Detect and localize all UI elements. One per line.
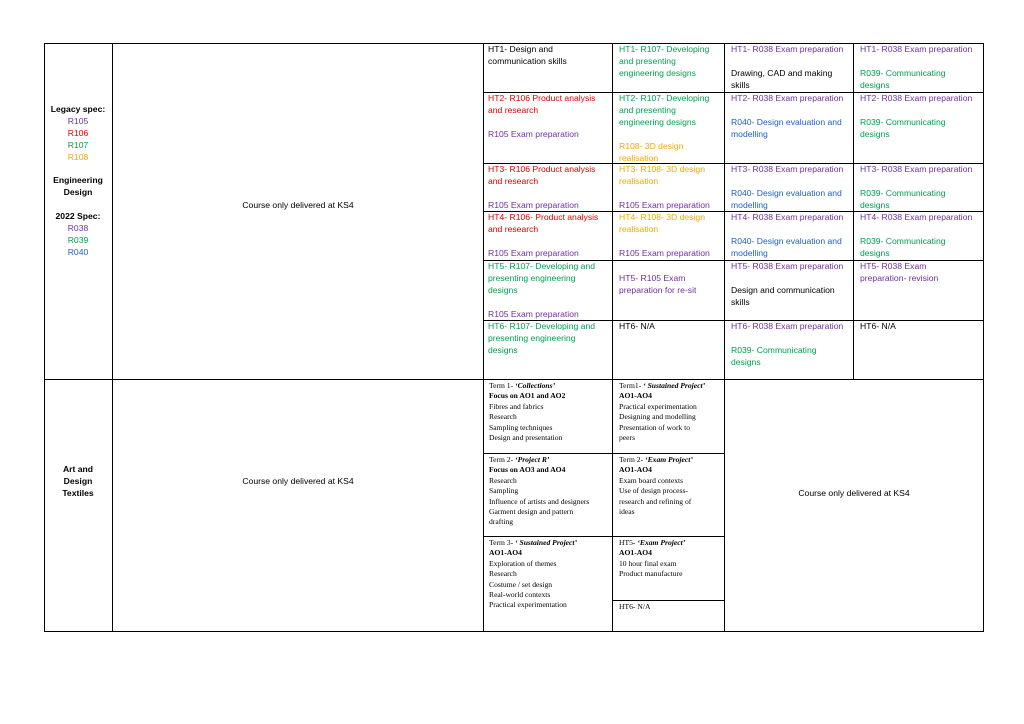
art-term-cell: [619, 455, 693, 517]
engineering-term-cell: [860, 164, 972, 212]
art-term-line: Presentation of work to: [619, 422, 691, 432]
engineering-term-line: HT1- R038 Exam preparation: [731, 44, 844, 54]
art-term-line: HT6- N/A: [619, 602, 651, 611]
grid-line: [483, 43, 484, 632]
engineering-term-line: [619, 188, 710, 200]
engineering-term-line: realisation: [619, 223, 659, 234]
engineering-term-cell: [860, 93, 972, 141]
engineering-term-line: HT5- R105 Exam: [619, 272, 686, 283]
grid-line: [612, 536, 724, 537]
grid-line: [483, 536, 612, 537]
engineering-term-line: HT1- R107- Developing: [619, 44, 710, 54]
engineering-term-line: R105 Exam preparation: [619, 247, 710, 258]
art-term-cell: [619, 538, 685, 580]
engineering-term-line: designs: [860, 199, 890, 210]
engineering-subject-line: R038: [67, 223, 89, 234]
art-term-line: Designing and modelling: [619, 412, 696, 422]
engineering-subject-line: R039: [67, 234, 89, 245]
engineering-term-cell: [860, 44, 972, 92]
engineering-term-line: Drawing, CAD and making: [731, 67, 833, 78]
engineering-term-line: [488, 117, 595, 129]
engineering-term-line: [860, 56, 972, 68]
engineering-subject-line: R105: [67, 115, 89, 126]
engineering-term-line: [488, 188, 595, 200]
engineering-term-line: skills: [731, 79, 750, 90]
engineering-term-cell: [860, 261, 938, 285]
engineering-subject-line: 2022 Spec:: [55, 211, 101, 222]
engineering-term-line: HT4- R038 Exam preparation: [860, 212, 973, 222]
engineering-term-line: R105 Exam preparation: [488, 128, 579, 139]
art-term-line: drafting: [489, 517, 514, 527]
engineering-term-line: HT4- R038 Exam preparation: [731, 212, 844, 222]
engineering-term-line: presenting engineering: [488, 332, 576, 343]
art-term-line: AO1-AO4: [619, 548, 652, 558]
engineering-subject-line: [45, 164, 111, 176]
engineering-term-line: and research: [488, 223, 539, 234]
art-ks5-note: Course only delivered at KS4: [798, 488, 910, 498]
grid-line: [483, 453, 612, 454]
art-term-line: Focus on AO1 and AO2: [489, 391, 566, 401]
art-term-cell: [619, 381, 705, 443]
engineering-term-cell: [619, 44, 709, 80]
art-term-line: Term 2- ‘Project R’: [489, 455, 550, 464]
engineering-term-line: preparation- revision: [860, 272, 939, 283]
art-term-line: Product manufacture: [619, 569, 683, 579]
engineering-term-line: modelling: [731, 247, 768, 258]
engineering-term-line: [731, 105, 843, 117]
art-subject-line: Textiles: [62, 487, 94, 498]
art-term-line: Real-world contexts: [489, 590, 551, 600]
engineering-term-line: HT1- Design and: [488, 44, 553, 54]
art-term-cell: [619, 602, 650, 612]
art-term-line: AO1-AO4: [489, 548, 522, 558]
engineering-term-line: HT2- R038 Exam preparation: [731, 93, 844, 103]
grid-line: [724, 43, 725, 632]
engineering-term-line: [488, 297, 595, 309]
engineering-subject-line: [45, 199, 111, 211]
art-term-line: Research: [489, 569, 517, 579]
engineering-term-line: [731, 333, 843, 345]
engineering-term-line: [731, 176, 843, 188]
engineering-term-cell: [488, 321, 595, 357]
engineering-term-line: HT5- R107- Developing and: [488, 261, 596, 271]
engineering-term-line: modelling: [731, 128, 768, 139]
engineering-term-line: R108- 3D design: [619, 140, 684, 151]
engineering-term-line: engineering designs: [619, 116, 696, 127]
engineering-term-line: R039- Communicating: [860, 235, 946, 246]
engineering-term-line: HT4- R108- 3D design: [619, 212, 705, 222]
engineering-term-line: [619, 236, 710, 248]
engineering-term-line: and research: [488, 175, 539, 186]
grid-line: [612, 43, 613, 632]
engineering-term-line: preparation for re-sit: [619, 284, 697, 295]
art-term-cell: [489, 381, 565, 443]
engineering-term-cell: [488, 164, 595, 212]
engineering-term-cell: [619, 212, 710, 260]
engineering-subject-line: Legacy spec:: [50, 104, 106, 114]
engineering-term-cell: [619, 261, 696, 297]
engineering-term-line: HT3- R106 Product analysis: [488, 164, 596, 174]
engineering-term-line: HT1- R038 Exam preparation: [860, 44, 973, 54]
engineering-term-line: realisation: [619, 152, 659, 163]
engineering-term-cell: [619, 321, 655, 333]
engineering-term-line: Design and communication: [731, 284, 835, 295]
engineering-subject-line: R040: [67, 246, 89, 257]
engineering-term-cell: [731, 212, 843, 260]
art-term-line: Practical experimentation: [619, 401, 697, 411]
engineering-term-line: R040- Design evaluation and: [731, 235, 842, 246]
art-term-line: research and refining of: [619, 496, 692, 506]
engineering-term-line: presenting engineering: [488, 272, 576, 283]
art-term-line: AO1-AO4: [619, 465, 652, 475]
art-term-line: Sampling techniques: [489, 422, 553, 432]
engineering-term-line: [860, 176, 972, 188]
engineering-term-line: R039- Communicating: [860, 116, 946, 127]
art-term-line: Influence of artists and designers: [489, 496, 590, 506]
engineering-term-line: HT6- R038 Exam preparation: [731, 321, 844, 331]
art-ks3-note: Course only delivered at KS4: [242, 476, 354, 486]
engineering-term-line: R039- Communicating: [860, 67, 946, 78]
engineering-term-line: [731, 273, 843, 285]
engineering-term-line: HT6- N/A: [860, 321, 896, 331]
engineering-subject-line: Engineering: [53, 175, 103, 186]
art-term-line: Term1- ‘ Sustained Project’: [619, 381, 706, 390]
engineering-term-cell: [731, 44, 843, 92]
engineering-term-line: designs: [860, 247, 890, 258]
grid-line: [44, 379, 984, 380]
engineering-term-cell: [619, 164, 710, 212]
engineering-term-line: [488, 236, 598, 248]
engineering-term-cell: [860, 212, 972, 260]
engineering-term-line: HT3- R108- 3D design: [619, 164, 705, 174]
engineering-term-line: HT3- R038 Exam preparation: [731, 164, 844, 174]
engineering-term-cell: [619, 93, 709, 164]
engineering-term-line: R105 Exam preparation: [488, 199, 579, 210]
engineering-subject-line: R107: [67, 139, 89, 150]
engineering-term-cell: [488, 44, 567, 68]
engineering-term-cell: [488, 261, 595, 321]
grid-line: [44, 631, 984, 632]
engineering-term-line: HT6- N/A: [619, 321, 655, 331]
engineering-term-line: [860, 105, 972, 117]
art-term-line: Design and presentation: [489, 433, 563, 443]
engineering-term-cell: [488, 212, 598, 260]
engineering-term-cell: [731, 261, 843, 309]
art-term-line: Sampling: [489, 486, 519, 496]
engineering-term-line: R105 Exam preparation: [488, 308, 579, 319]
art-term-line: AO1-AO4: [619, 391, 652, 401]
grid-line: [612, 600, 724, 601]
engineering-term-line: R039- Communicating: [860, 187, 946, 198]
engineering-subject-line: R108: [67, 151, 89, 162]
art-term-cell: [489, 538, 577, 611]
engineering-term-line: HT4- R106- Product analysis: [488, 212, 599, 222]
grid-line: [612, 453, 724, 454]
engineering-term-line: HT5- R038 Exam preparation: [731, 261, 844, 271]
engineering-term-line: designs: [488, 284, 518, 295]
engineering-term-line: realisation: [619, 175, 659, 186]
engineering-term-line: [619, 129, 709, 141]
engineering-term-line: and presenting: [619, 104, 676, 115]
art-term-line: Fibres and fabrics: [489, 401, 544, 411]
engineering-term-line: [860, 224, 972, 236]
engineering-term-line: and research: [488, 104, 539, 115]
art-subject-line: Art and: [62, 464, 94, 474]
engineering-term-line: R105 Exam preparation: [619, 199, 710, 210]
engineering-subject-cell: [45, 104, 111, 259]
art-term-line: Term 2- ‘Exam Project’: [619, 455, 693, 464]
art-term-line: HT5- ‘Exam Project’: [619, 538, 686, 547]
art-subject-line: Design: [63, 475, 93, 486]
engineering-term-line: modelling: [731, 199, 768, 210]
engineering-term-line: [731, 224, 843, 236]
engineering-ks3-note: Course only delivered at KS4: [242, 200, 354, 210]
art-term-line: Research: [489, 412, 517, 422]
engineering-term-line: R040- Design evaluation and: [731, 116, 842, 127]
engineering-term-line: R040- Design evaluation and: [731, 187, 842, 198]
art-term-line: Use of design process-: [619, 486, 688, 496]
engineering-term-line: HT2- R038 Exam preparation: [860, 93, 973, 103]
engineering-term-line: designs: [488, 344, 518, 355]
engineering-term-line: communication skills: [488, 55, 567, 66]
engineering-term-line: designs: [860, 128, 890, 139]
art-term-line: Research: [489, 475, 517, 485]
art-term-line: Focus on AO3 and AO4: [489, 465, 566, 475]
art-term-line: Term 1- ‘Collections’: [489, 381, 556, 390]
engineering-subject-line: R106: [67, 127, 89, 138]
grid-line: [112, 43, 113, 632]
engineering-term-line: HT6- R107- Developing and: [488, 321, 596, 331]
art-term-line: Costume / set design: [489, 579, 553, 589]
engineering-term-cell: [731, 93, 843, 141]
engineering-term-line: HT5- R038 Exam: [860, 261, 927, 271]
art-term-line: peers: [619, 433, 636, 443]
art-term-cell: [489, 455, 589, 528]
engineering-term-cell: [731, 321, 843, 369]
engineering-term-line: HT3- R038 Exam preparation: [860, 164, 973, 174]
engineering-term-line: R039- Communicating: [731, 344, 817, 355]
engineering-term-line: engineering designs: [619, 67, 696, 78]
engineering-term-line: HT2- R107- Developing: [619, 93, 710, 103]
engineering-term-line: [731, 56, 843, 68]
engineering-term-line: designs: [731, 356, 761, 367]
engineering-term-line: designs: [860, 79, 890, 90]
art-term-line: Practical experimentation: [489, 600, 567, 610]
art-subject-cell: [45, 464, 111, 500]
engineering-term-cell: [731, 164, 843, 212]
engineering-term-cell: [860, 321, 896, 333]
art-term-line: Garment design and pattern: [489, 507, 574, 517]
engineering-term-line: and presenting: [619, 55, 676, 66]
engineering-term-cell: [488, 93, 595, 141]
engineering-subject-line: Design: [63, 187, 93, 198]
engineering-term-line: [619, 261, 696, 273]
engineering-term-line: skills: [731, 296, 750, 307]
engineering-term-line: R105 Exam preparation: [488, 247, 579, 258]
art-term-line: Exploration of themes: [489, 558, 557, 568]
art-term-line: Term 3- ‘ Sustained Project’: [489, 538, 578, 547]
engineering-term-line: HT2- R106 Product analysis: [488, 93, 596, 103]
grid-line: [983, 43, 984, 632]
art-term-line: 10 hour final exam: [619, 558, 677, 568]
art-term-line: Exam board contexts: [619, 475, 684, 485]
art-term-line: ideas: [619, 507, 635, 517]
